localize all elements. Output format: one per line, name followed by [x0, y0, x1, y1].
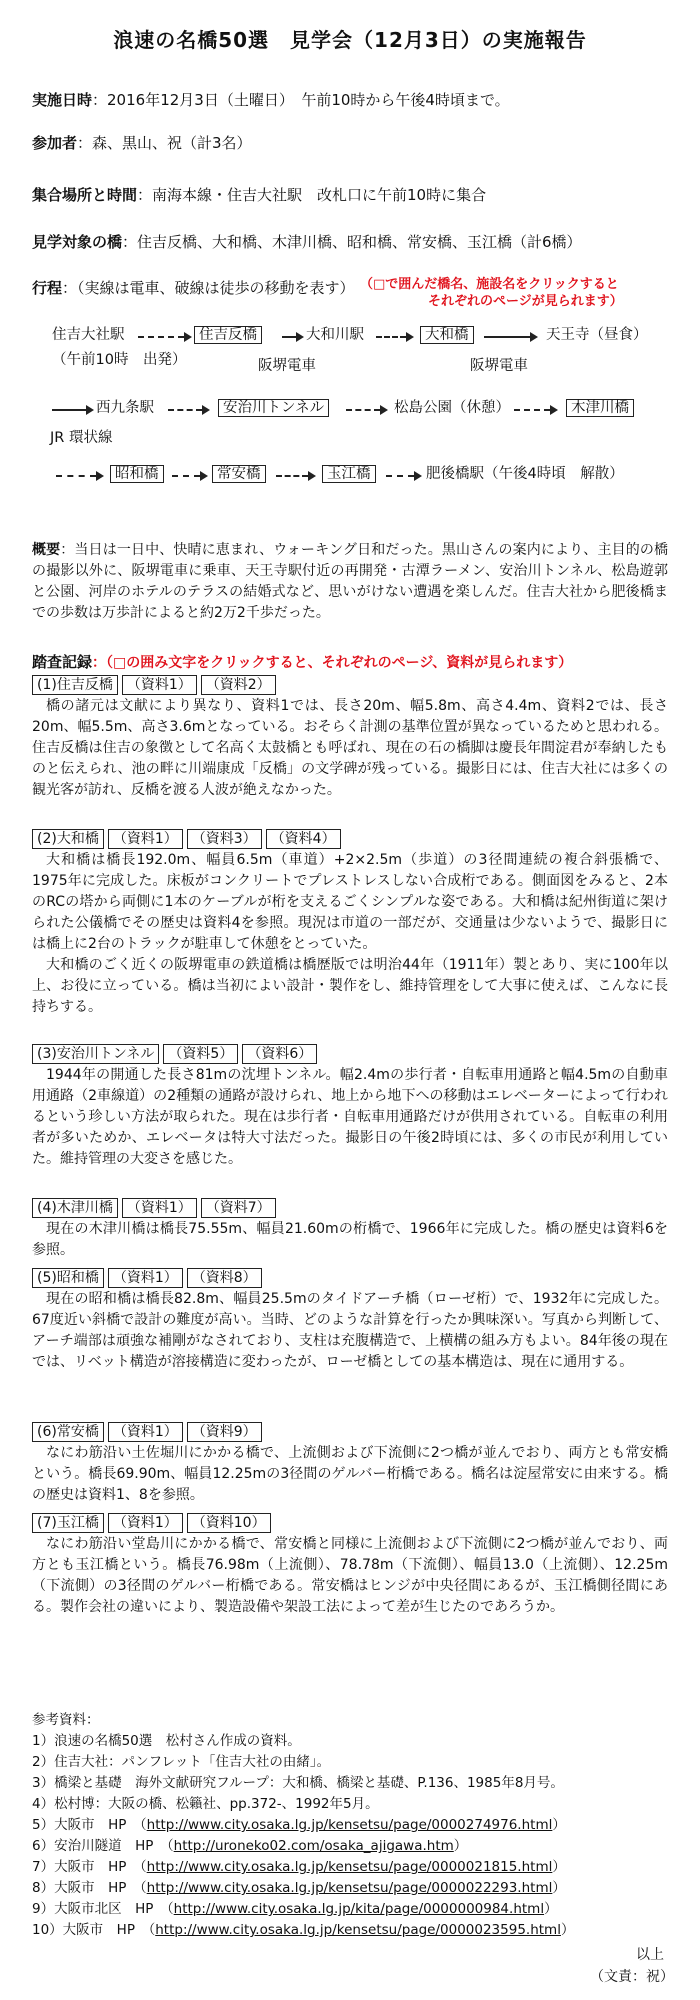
- section-tags-yamatobashi: [32, 829, 345, 849]
- showa-page-link[interactable]: (5)昭和橋: [32, 1268, 104, 1288]
- survey-note: ：（□の囲み文字をクリックすると、それぞれのページ、資料が見られます）: [92, 655, 573, 671]
- route-jr-loop: JR 環状線: [50, 430, 113, 446]
- summary-label: 概要: [32, 542, 61, 558]
- train-line: [52, 409, 86, 411]
- kizugawa-page-link[interactable]: (4)木津川橋: [32, 1198, 118, 1218]
- train-line: [282, 336, 296, 338]
- reference-item: 3）橋梁と基礎 海外文献研究フループ：大和橋、橋梁と基礎、P.136、1985年8月号。: [32, 1775, 564, 1791]
- yamatobashi-page-link[interactable]: (2)大和橋: [32, 829, 104, 849]
- arrow-head-icon: [308, 471, 316, 481]
- reference-item: 5）大阪市 HP （http://www.city.osaka.lg.jp/kensetsu/page/0000274976.html）: [32, 1817, 566, 1833]
- section-body-kizugawa: [32, 1219, 668, 1261]
- joan-page-link[interactable]: (6)常安橋: [32, 1422, 104, 1442]
- route-yamatogawa: 大和川駅: [306, 327, 364, 343]
- arrow-head-icon: [530, 332, 538, 342]
- walk-line: [276, 475, 308, 477]
- train-line: [484, 336, 530, 338]
- route-tennoji: 天王寺（昼食）: [546, 327, 648, 343]
- arrow-head-icon: [414, 471, 422, 481]
- ref-link[interactable]: （資料9）: [187, 1422, 262, 1442]
- itinerary-label: 行程: [32, 279, 63, 297]
- participants-value: ：森、黒山、祝（計3名）: [77, 134, 252, 152]
- route-higobashi: 肥後橋駅（午後4時頃 解散）: [426, 466, 624, 482]
- walk-line: [376, 336, 406, 338]
- ref-link[interactable]: （資料1）: [122, 675, 197, 695]
- reference-url-link[interactable]: http://www.city.osaka.lg.jp/kensetsu/page/0000274976.html: [146, 1817, 553, 1833]
- paragraph: 1944年の開通した長さ81mの沈埋トンネル。幅2.4mの歩行者・自転車用通路と幅4.5mの自動車用通路（2車線道）の2種類の通路が設けられ、地上から地下への移動はエレベーターによって行われるという珍しい方法が取られた。現在は歩行者・自転車用通路だけが供用されている。自転車の利用者が多いためか、エレベータは特大寸法だった。撮影日の午後2時頃には、多くの市民が利用していた。維持管理の大変さを感じた。: [32, 1067, 668, 1167]
- end-mark: 以上: [636, 1947, 664, 1963]
- walk-line: [168, 409, 202, 411]
- reference-item: 8）大阪市 HP （http://www.city.osaka.lg.jp/kensetsu/page/0000022293.html）: [32, 1880, 566, 1896]
- route-nishikujo: 西九条駅: [96, 400, 154, 416]
- bridges-value: ：住吉反橋、大和橋、木津川橋、昭和橋、常安橋、玉江橋（計6橋）: [122, 233, 582, 251]
- meeting-value: ：南海本線・住吉大社駅 改札口に午前10時に集合: [137, 186, 487, 204]
- references: [32, 1710, 672, 1941]
- arrow-head-icon: [86, 405, 94, 415]
- references-label: 参考資料：: [32, 1712, 100, 1728]
- walk-line: [514, 409, 550, 411]
- ref-link[interactable]: （資料4）: [266, 829, 341, 849]
- walk-line: [386, 475, 414, 477]
- info-participants: [32, 133, 672, 153]
- ref-link[interactable]: （資料2）: [201, 675, 276, 695]
- itinerary-note-line2: それぞれのページが見られます）: [428, 294, 623, 309]
- bridges-label: 見学対象の橋: [32, 233, 123, 251]
- itinerary-note-line1: （□で囲んだ橋名、施設名をクリックすると: [360, 277, 619, 292]
- section-body-ajikawa: [32, 1065, 668, 1170]
- section-tags-ajikawa: [32, 1044, 321, 1064]
- survey-heading: [32, 652, 672, 673]
- route-matsushima: 松島公園（休憩）: [394, 400, 510, 416]
- showa-bridge-link[interactable]: 昭和橋: [110, 465, 164, 483]
- ref-link[interactable]: （資料8）: [187, 1268, 262, 1288]
- reference-item: 9）大阪市北区 HP （http://www.city.osaka.lg.jp/kita/page/0000000984.html）: [32, 1901, 558, 1917]
- ref-link[interactable]: （資料1）: [108, 829, 183, 849]
- section-body-joan: [32, 1443, 668, 1506]
- arrow-head-icon: [200, 471, 208, 481]
- arrow-head-icon: [202, 405, 210, 415]
- route-sumiyoshitaisha: 住吉大社駅: [52, 327, 125, 343]
- section-tags-kizugawa: [32, 1198, 280, 1218]
- paragraph: なにわ筋沿い土佐堀川にかかる橋で、上流側および下流側に2つ橋が並んでおり、両方とも常安橋という。橋長69.90m、幅員12.25mの3径間のゲルバー桁橋である。橋名は淀屋常安に由来する。橋の歴史は資料1、8を参照。: [32, 1445, 668, 1503]
- participants-label: 参加者: [32, 134, 78, 152]
- arrow-head-icon: [380, 405, 388, 415]
- section-body-tamae: [32, 1534, 668, 1618]
- paragraph: 現在の木津川橋は橋長75.55m、幅員21.60mの桁橋で、1966年に完成した。橋の歴史は資料6を参照。: [32, 1221, 668, 1258]
- info-bridges: [32, 232, 672, 252]
- summary: [32, 540, 668, 624]
- ref-link[interactable]: （資料3）: [187, 829, 262, 849]
- ref-link[interactable]: （資料1）: [108, 1422, 183, 1442]
- summary-text: ：当日は一日中、快晴に恵まれ、ウォーキング日和だった。黒山さんの案内により、主目的の橋の撮影以外に、阪堺電車に乗車、天王寺駅付近の再開発・古潭ラーメン、安治川トンネル、松島遊郭と公園、河岸のホテルのテラスの結婚式など、思いがけない遭遇を楽しんだ。住吉大社から肥後橋までの歩数は万歩計によると約2万2千歩だった。: [32, 542, 669, 621]
- reference-url-link[interactable]: http://www.city.osaka.lg.jp/kita/page/0000000984.html: [173, 1901, 545, 1917]
- reference-url-link[interactable]: http://www.city.osaka.lg.jp/kensetsu/page/0000022293.html: [146, 1880, 553, 1896]
- joan-bridge-link[interactable]: 常安橋: [212, 465, 266, 483]
- page-title: 浪速の名橋50選 見学会（12月3日）の実施報告: [113, 28, 587, 52]
- arrow-head-icon: [550, 405, 558, 415]
- meeting-label: 集合場所と時間: [32, 186, 138, 204]
- itinerary-value: ：（実線は電車、破線は徒歩の移動を表す）: [62, 279, 355, 297]
- route-hankai-1: 阪堺電車: [258, 358, 316, 374]
- ref-link[interactable]: （資料5）: [163, 1044, 238, 1064]
- yamatobashi-link[interactable]: 大和橋: [420, 326, 474, 344]
- tamae-page-link[interactable]: (7)玉江橋: [32, 1513, 104, 1533]
- arrow-head-icon: [406, 332, 414, 342]
- sorihashi-page-link[interactable]: (1)住吉反橋: [32, 675, 118, 695]
- paragraph: 大和橋は橋長192.0m、幅員6.5m（車道）+2×2.5m（歩道）の3径間連続の複合斜張橋で、1975年に完成した。床板がコンクリートでプレストレスしない合成桁である。側面図をみると、2本のRCの塔から両側に1本のケーブルが桁を支えるごくシンプルな姿である。大和橋は紀州街道に架けられた公儀橋でその歴史は資料4を参照。現況は市道の一部だが、交通量は少ないようで、撮影日には橋上に2台のトラックが駐車して休憩をとっていた。: [32, 852, 668, 952]
- reference-url-link[interactable]: http://www.city.osaka.lg.jp/kensetsu/page/0000023595.html: [155, 1922, 561, 1938]
- reference-item: 7）大阪市 HP （http://www.city.osaka.lg.jp/kensetsu/page/0000021815.html）: [32, 1859, 566, 1875]
- info-date: [32, 90, 672, 110]
- walk-line: [172, 475, 200, 477]
- walk-line: [346, 409, 380, 411]
- info-meeting: [32, 185, 672, 205]
- arrow-head-icon: [296, 332, 304, 342]
- paragraph: 現在の昭和橋は橋長82.8m、幅員25.5mのタイドアーチ橋（ローゼ桁）で、1932年に完成した。67度近い斜橋で設計の難度が高い。当時、どのような計算を行ったか興味深い。写真から判断して、アーチ端部は頑強な補剛がなされており、支柱は充腹構造で、上横構の組み方もよい。84年後の現在では、リベット構造が溶接構造に変わったが、ローゼ橋としての基本構造は、現在に通用する。: [32, 1291, 668, 1370]
- section-tags-sorihashi: [32, 675, 280, 695]
- ref-link[interactable]: （資料1）: [108, 1513, 183, 1533]
- section-body-sorihashi: [32, 696, 668, 801]
- reference-url-link[interactable]: http://uroneko02.com/osaka_ajigawa.htm: [173, 1838, 454, 1854]
- section-tags-joan: [32, 1422, 266, 1442]
- reference-item: 10）大阪市 HP （http://www.city.osaka.lg.jp/kensetsu/page/0000023595.html）: [32, 1922, 575, 1938]
- survey-label: 踏査記録: [32, 653, 93, 671]
- tamae-bridge-link[interactable]: 玉江橋: [322, 465, 376, 483]
- route-depart-time: （午前10時 出発）: [52, 352, 187, 368]
- arrow-head-icon: [184, 332, 192, 342]
- section-body-yamatobashi: [32, 850, 668, 1018]
- ref-link[interactable]: （資料6）: [242, 1044, 317, 1064]
- date-label: 実施日時: [32, 91, 93, 109]
- reference-url-link[interactable]: http://www.city.osaka.lg.jp/kensetsu/page/0000021815.html: [146, 1859, 553, 1875]
- ref-link[interactable]: （資料1）: [122, 1198, 197, 1218]
- kizugawa-bridge-link[interactable]: 木津川橋: [566, 399, 634, 417]
- section-body-showa: [32, 1289, 668, 1373]
- ajikawa-page-link[interactable]: (3)安治川トンネル: [32, 1044, 159, 1064]
- ajikawa-tunnel-link[interactable]: 安治川トンネル: [218, 399, 329, 417]
- section-tags-tamae: [32, 1513, 275, 1533]
- author-credit: （文責：祝）: [590, 1969, 674, 1985]
- reference-item: 1）浪速の名橋50選 松村さん作成の資料。: [32, 1733, 301, 1749]
- reference-item: 4）松村博：大阪の橋、松籟社、pp.372-、1992年5月。: [32, 1796, 379, 1812]
- route-hankai-2: 阪堺電車: [470, 358, 528, 374]
- sumiyoshi-sorihashi-link[interactable]: 住吉反橋: [194, 326, 262, 344]
- paragraph: 橋の諸元は文献により異なり、資料1では、長さ20m、幅5.8m、高さ4.4m、資料2では、長さ20m、幅5.5m、高さ3.6mとなっている。おそらく計測の基準位置が異なっているためと思われる。住吉反橋は住吉の象徴として名高く太鼓橋とも呼ばれ、現在の石の橋脚は慶長年間淀君が奉納したものと伝えられ、池の畔に川端康成「反橋」の文学碑が残っている。撮影日には、住吉大社には多くの観光客が訪れ、反橋を渡る人波が絶えなかった。: [32, 698, 668, 798]
- ref-link[interactable]: （資料10）: [187, 1513, 271, 1533]
- ref-link[interactable]: （資料1）: [108, 1268, 183, 1288]
- reference-item: 2）住吉大社：パンフレット「住吉大社の由緒」。: [32, 1754, 331, 1770]
- reference-item: 6）安治川隧道 HP （http://uroneko02.com/osaka_ajigawa.htm）: [32, 1838, 468, 1854]
- paragraph: なにわ筋沿い堂島川にかかる橋で、常安橋と同様に上流側および下流側に2つ橋が並んでおり、両方とも玉江橋という。橋長76.98m（上流側）、78.78m（下流側）、幅員13.0（上流側）、12.25m（下流側）の3径間のゲルバー桁橋である。常安橋はヒンジが中央径間にあるが、玉江橋側径間にある。製作会社の違いにより、製造設備や架設工法によって差が生じたのであろうか。: [32, 1536, 668, 1615]
- walk-line: [56, 475, 96, 477]
- ref-link[interactable]: （資料7）: [201, 1198, 276, 1218]
- paragraph: 大和橋のごく近くの阪堺電車の鉄道橋は橋歴版では明治44年（1911年）製とあり、実に100年以上、お役に立っている。橋は当初によい設計・製作をし、維持管理をして大事に使えば、こんなに長持ちする。: [32, 957, 668, 1015]
- date-value: ：2016年12月3日（土曜日） 午前10時から午後4時頃まで。: [92, 91, 510, 109]
- arrow-head-icon: [96, 471, 104, 481]
- walk-line: [138, 336, 184, 338]
- section-tags-showa: [32, 1268, 266, 1288]
